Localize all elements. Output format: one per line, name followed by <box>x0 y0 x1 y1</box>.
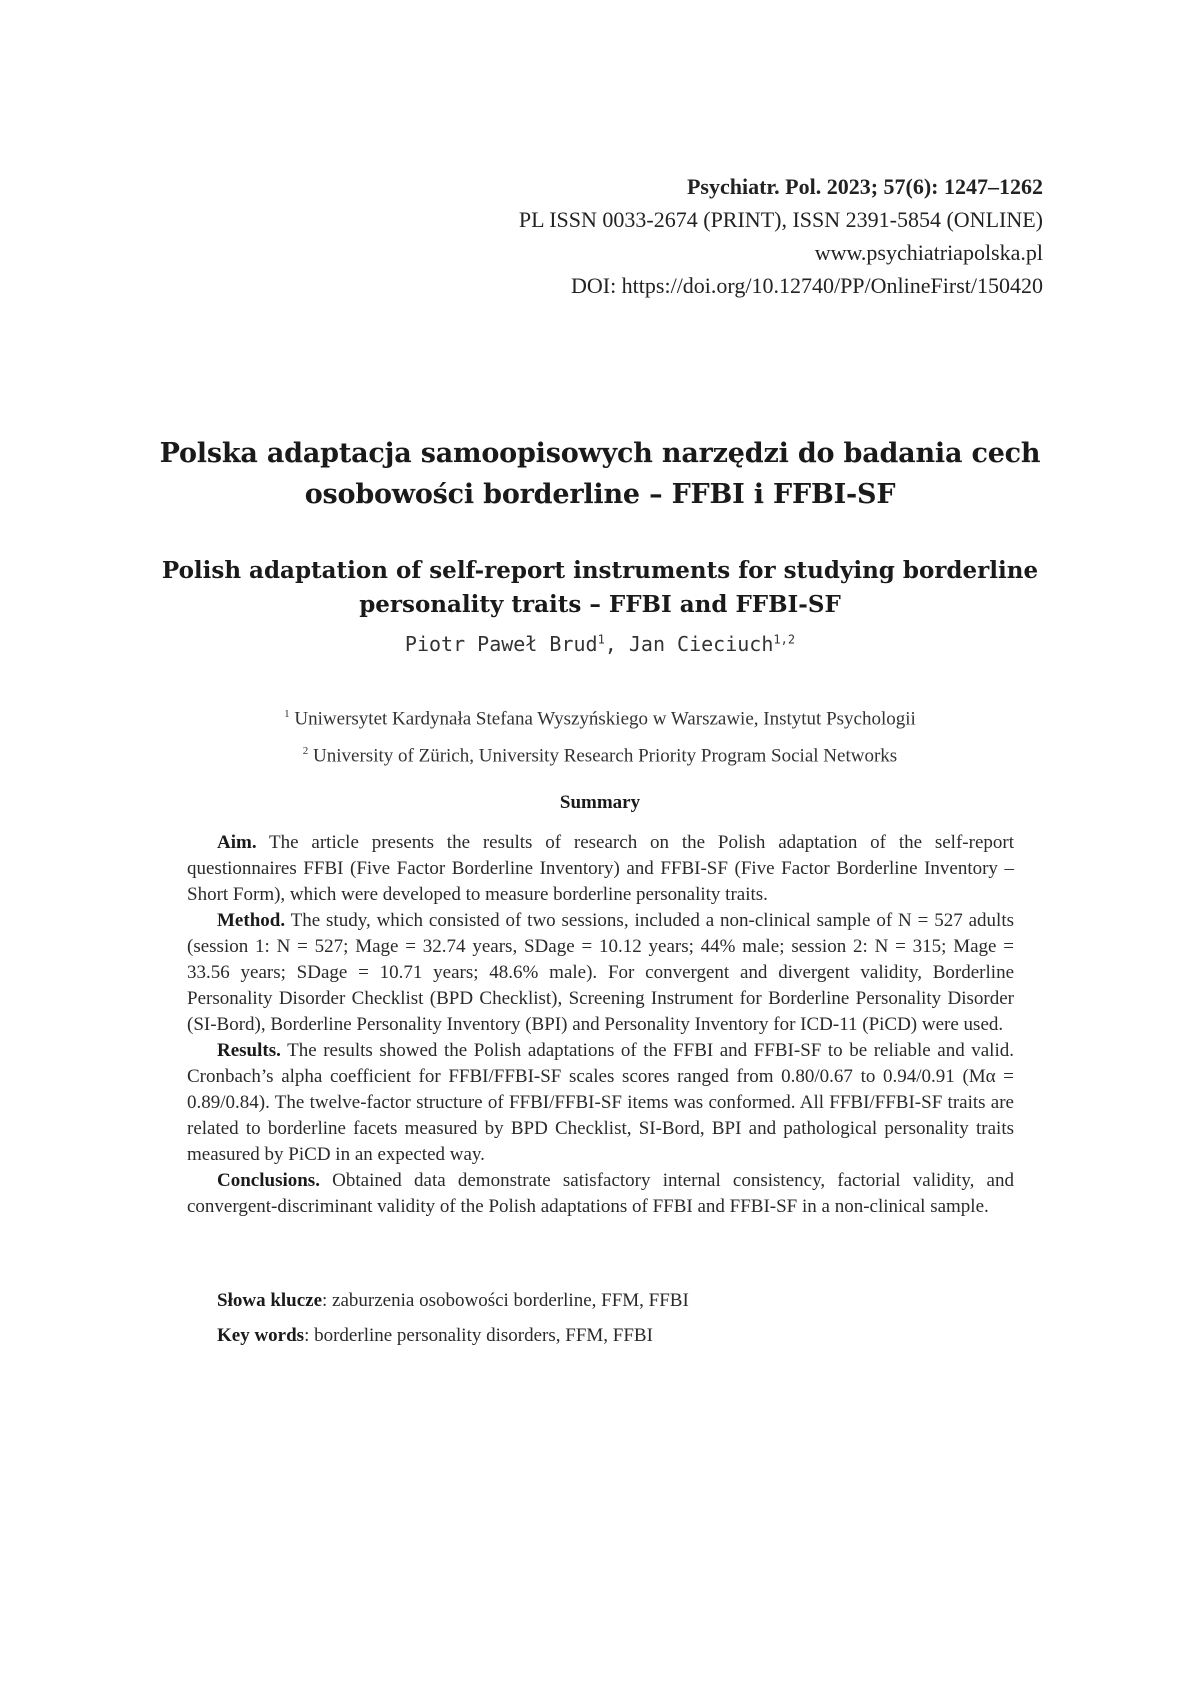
author-1-affiliation-mark: 1 <box>597 632 605 647</box>
citation: Psychiatr. Pol. 2023; 57(6): 1247–1262 <box>686 174 1043 199</box>
author-1-name: Piotr Paweł Brud <box>404 632 598 656</box>
abstract-aim <box>187 830 1014 908</box>
method-text: The study, which consisted of two sessions, included a non-clinical sample of N = 527 adults (session 1: N = 527; Mage = 32.74 years, SDage = 10.12 years; 44% male; session 2: N = 315; Mage = 33.56 years; SDage = 10.71 years; 48.6% male). For convergent and divergent validity, Borderline Personality Disorder Checklist (BPD Checklist), Screening Instrument for Borderline Personality Disorder (SI-Bord), Borderline Personality Inventory (BPI) and Personality Inventory for ICD-11 (PiCD) were used. <box>187 910 1014 1035</box>
keywords-english-text: : borderline personality disorders, FFM, FFBI <box>304 1325 653 1346</box>
abstract <box>187 830 1014 1220</box>
abstract-results <box>187 1038 1014 1168</box>
affiliation-1-text: Uniwersytet Kardynała Stefana Wyszyńskiego w Warszawie, Instytut Psychologii <box>294 708 916 730</box>
author-2-affiliation-mark: 1,2 <box>773 632 796 647</box>
title-english-line1: Polish adaptation of self-report instruments for studying borderline <box>161 557 1039 584</box>
method-label: Method. <box>217 910 286 931</box>
affiliations <box>150 698 1050 773</box>
affiliation-1-mark: 1 <box>284 708 290 720</box>
affiliation-2-text: University of Zürich, University Research Priority Program Social Networks <box>313 745 898 767</box>
title-polish-line1: Polska adaptacja samoopisowych narzędzi do badania cech <box>159 438 1041 469</box>
journal-header <box>519 170 1043 302</box>
keywords-english <box>217 1325 1017 1347</box>
results-label: Results. <box>217 1040 281 1061</box>
authors <box>150 632 1050 656</box>
summary-heading: Summary <box>559 792 641 813</box>
conclusions-label: Conclusions. <box>217 1170 320 1191</box>
issn: PL ISSN 0033-2674 (PRINT), ISSN 2391-5854 (ONLINE) <box>518 207 1043 232</box>
abstract-conclusions <box>187 1168 1014 1220</box>
title-polish-line2: osobowości borderline – FFBI i FFBI-SF <box>304 479 896 510</box>
doi-link[interactable]: DOI: https://doi.org/10.12740/PP/OnlineFirst/150420 <box>570 273 1043 298</box>
affiliation-2 <box>150 735 1050 772</box>
keywords-polish <box>217 1290 1017 1312</box>
author-2-name: Jan Cieciuch <box>628 632 774 656</box>
title-english <box>150 554 1050 622</box>
keywords-polish-text: : zaburzenia osobowości borderline, FFM, FFBI <box>322 1290 689 1311</box>
affiliation-2-mark: 2 <box>302 745 309 758</box>
keywords-english-label: Key words <box>217 1325 305 1346</box>
conclusions-text: Obtained data demonstrate satisfactory internal consistency, factorial validity, and convergent-discriminant validity of the Polish adaptations of FFBI and FFBI-SF in a non-clinical sample. <box>187 1170 1014 1217</box>
affiliation-1 <box>150 698 1050 735</box>
aim-text: The article presents the results of research on the Polish adaptation of the self-report questionnaires FFBI (Five Factor Borderline Inventory) and FFBI-SF (Five Factor Borderline Inventory – Short Form), which were developed to measure borderline personality traits. <box>187 832 1014 905</box>
keywords-polish-label: Słowa klucze <box>217 1290 323 1311</box>
aim-label: Aim. <box>217 832 257 853</box>
abstract-method <box>187 908 1014 1038</box>
title-polish <box>150 433 1050 515</box>
title-english-line2: personality traits – FFBI and FFBI-SF <box>359 591 841 618</box>
website-link[interactable]: www.psychiatriapolska.pl <box>814 240 1043 265</box>
results-text: The results showed the Polish adaptations of the FFBI and FFBI-SF to be reliable and valid. Cronbach’s alpha coefficient for FFBI/FFBI-SF scales scores ranged from 0.80/0.67 to 0.94/0.91 (Mα = 0.89/0.84). The twelve-factor structure of FFBI/FFBI-SF items was conformed. All FFBI/FFBI-SF traits are related to borderline facets measured by BPD Checklist, SI-Bord, BPI and pathological personality traits measured by PiCD in an expected way. <box>187 1040 1014 1165</box>
author-separator: , <box>604 632 629 656</box>
